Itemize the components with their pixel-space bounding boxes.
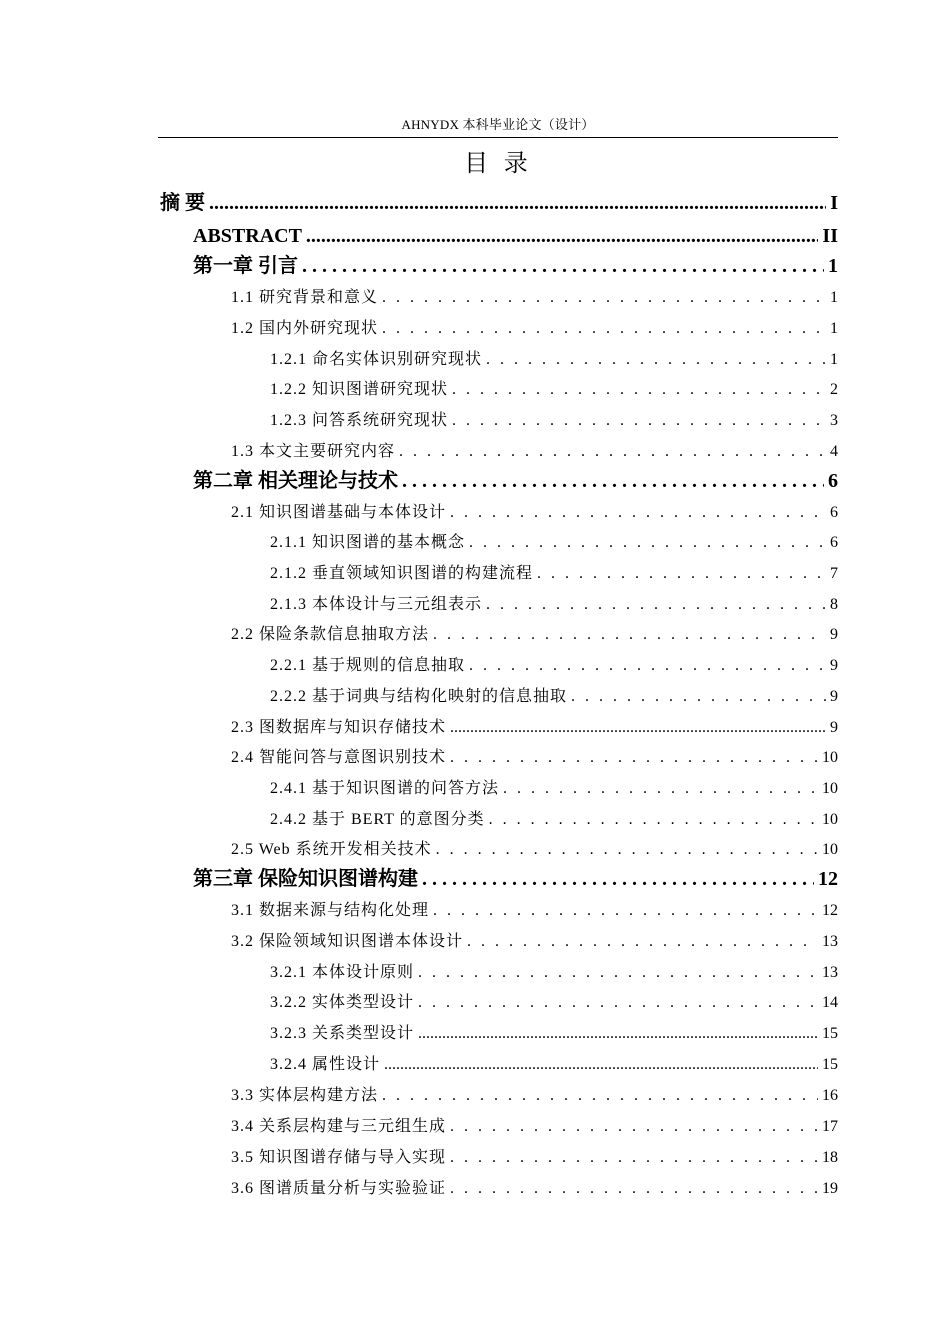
toc-entry-label: 1.3 本文主要研究内容 xyxy=(231,443,396,460)
toc-entry-page: 6 xyxy=(828,470,838,492)
toc-entry-label: 3.2.1 本体设计原则 xyxy=(270,964,415,981)
toc-entry[interactable] xyxy=(231,837,838,863)
toc-entry-label: 2.1.1 知识图谱的基本概念 xyxy=(270,534,466,551)
toc-entry-label: 2.2.1 基于规则的信息抽取 xyxy=(270,657,466,674)
dot-leader xyxy=(503,776,818,802)
toc-entry-page: 19 xyxy=(822,1180,838,1197)
toc-entry-label: 1.2 国内外研究现状 xyxy=(231,320,379,337)
dot-leader xyxy=(486,592,826,618)
toc-entry-label: 3.3 实体层构建方法 xyxy=(231,1087,379,1104)
toc-entry-page: 1 xyxy=(830,351,838,368)
dot-leader xyxy=(450,1176,818,1202)
dot-leader xyxy=(450,500,826,526)
toc-entry-label: 2.2 保险条款信息抽取方法 xyxy=(231,626,430,643)
dot-leader xyxy=(422,866,814,892)
toc-entry-page: 9 xyxy=(830,657,838,674)
toc-entry-label: 1.2.1 命名实体识别研究现状 xyxy=(270,351,483,368)
dot-leader xyxy=(452,377,826,403)
toc-entry[interactable] xyxy=(270,530,838,556)
toc-entry-label: 3.2.3 关系类型设计 xyxy=(270,1025,415,1042)
toc-entry-page: 2 xyxy=(830,381,838,398)
toc-entry-label: 第一章 引言 xyxy=(193,255,298,277)
dot-leader xyxy=(469,530,826,556)
toc-entry[interactable] xyxy=(270,1021,838,1047)
dot-leader xyxy=(402,468,824,494)
toc-entry[interactable] xyxy=(193,253,838,279)
toc-entry-label: 2.4 智能问答与意图识别技术 xyxy=(231,749,447,766)
toc-entry[interactable] xyxy=(160,190,838,216)
toc-entry-label: 摘 要 xyxy=(160,192,205,214)
toc-entry-page: 6 xyxy=(830,504,838,521)
toc-entry-page: 13 xyxy=(822,964,838,981)
toc-entry-page: 13 xyxy=(822,933,838,950)
toc-entry[interactable] xyxy=(231,745,838,771)
toc-entry[interactable] xyxy=(231,898,838,924)
toc-entry[interactable] xyxy=(270,347,838,373)
toc-entry[interactable] xyxy=(231,1145,838,1171)
dot-leader xyxy=(450,715,826,741)
toc-entry-page: 12 xyxy=(818,868,838,890)
toc-entry-page: 3 xyxy=(830,412,838,429)
toc-entry-page: II xyxy=(822,225,838,247)
dot-leader xyxy=(382,1083,818,1109)
dot-leader xyxy=(486,347,826,373)
toc-entry[interactable] xyxy=(231,439,838,465)
dot-leader xyxy=(433,622,826,648)
toc-entry[interactable] xyxy=(193,223,838,249)
header-rule xyxy=(158,137,838,138)
toc-entry-label: 2.5 Web 系统开发相关技术 xyxy=(231,841,432,858)
toc-entry-label: 1.2.2 知识图谱研究现状 xyxy=(270,381,449,398)
toc-title: 目 录 xyxy=(464,149,532,177)
toc-entry[interactable] xyxy=(270,990,838,1016)
toc-entry-label: 2.2.2 基于词典与结构化映射的信息抽取 xyxy=(270,688,568,705)
toc-entry[interactable] xyxy=(270,653,838,679)
toc-entry-label: 3.2 保险领域知识图谱本体设计 xyxy=(231,933,464,950)
toc-entry[interactable] xyxy=(193,866,838,892)
toc-entry-label: 3.2.2 实体类型设计 xyxy=(270,994,415,1011)
toc-entry[interactable] xyxy=(270,377,838,403)
toc-entry-page: 10 xyxy=(822,841,838,858)
toc-entry[interactable] xyxy=(270,592,838,618)
toc-entry-label: 1.2.3 问答系统研究现状 xyxy=(270,412,449,429)
toc-entry-page: 17 xyxy=(822,1118,838,1135)
toc-entry-page: 9 xyxy=(830,719,838,736)
toc-entry-page: 1 xyxy=(830,289,838,306)
running-header: AHNYDX 本科毕业论文（设计） xyxy=(401,117,595,132)
dot-leader xyxy=(209,190,826,216)
toc-entry[interactable] xyxy=(270,561,838,587)
toc-entry-page: 9 xyxy=(830,626,838,643)
toc-entry-label: 2.4.1 基于知识图谱的问答方法 xyxy=(270,780,500,797)
toc-entry[interactable] xyxy=(193,468,838,494)
dot-leader xyxy=(469,653,826,679)
toc-entry[interactable] xyxy=(231,1176,838,1202)
toc-entry[interactable] xyxy=(270,684,838,710)
toc-entry-label: 3.4 关系层构建与三元组生成 xyxy=(231,1118,447,1135)
toc-entry[interactable] xyxy=(270,960,838,986)
toc-entry-label: 3.1 数据来源与结构化处理 xyxy=(231,902,430,919)
dot-leader xyxy=(537,561,826,587)
toc-entry-page: 4 xyxy=(830,443,838,460)
toc-entry-label: 第三章 保险知识图谱构建 xyxy=(193,868,418,890)
toc-entry-page: 15 xyxy=(822,1025,838,1042)
dot-leader xyxy=(489,807,818,833)
dot-leader xyxy=(433,898,818,924)
dot-leader xyxy=(418,960,818,986)
dot-leader xyxy=(418,990,818,1016)
dot-leader xyxy=(418,1021,818,1047)
dot-leader xyxy=(467,929,818,955)
toc-entry[interactable] xyxy=(270,776,838,802)
toc-entry-page: 15 xyxy=(822,1056,838,1073)
toc-entry-label: 2.1.3 本体设计与三元组表示 xyxy=(270,596,483,613)
toc-entry[interactable] xyxy=(270,408,838,434)
toc-entry-page: 14 xyxy=(822,994,838,1011)
toc-entry[interactable] xyxy=(231,622,838,648)
toc-entry-page: 16 xyxy=(822,1087,838,1104)
toc-entry-page: 6 xyxy=(830,534,838,551)
toc-entry-label: 3.6 图谱质量分析与实验验证 xyxy=(231,1180,447,1197)
dot-leader xyxy=(452,408,826,434)
toc-entry[interactable] xyxy=(231,1083,838,1109)
toc-entry[interactable] xyxy=(231,500,838,526)
toc-entry[interactable] xyxy=(270,807,838,833)
toc-entry-page: 10 xyxy=(822,780,838,797)
toc-entry-label: 第二章 相关理论与技术 xyxy=(193,470,398,492)
toc-entry-label: 3.2.4 属性设计 xyxy=(270,1056,381,1073)
toc-entry[interactable] xyxy=(270,1052,838,1078)
toc-entry[interactable] xyxy=(231,929,838,955)
toc-entry-page: 18 xyxy=(822,1149,838,1166)
toc-entry-page: I xyxy=(830,192,838,214)
dot-leader xyxy=(450,745,818,771)
dot-leader xyxy=(436,837,818,863)
toc-entry-label: 3.5 知识图谱存储与导入实现 xyxy=(231,1149,447,1166)
toc-entry-label: 2.4.2 基于 BERT 的意图分类 xyxy=(270,811,485,828)
toc-entry-label: 2.3 图数据库与知识存储技术 xyxy=(231,719,447,736)
toc-entry-page: 10 xyxy=(822,811,838,828)
toc-entry-label: 2.1 知识图谱基础与本体设计 xyxy=(231,504,447,521)
dot-leader xyxy=(450,1145,818,1171)
toc-entry[interactable] xyxy=(231,316,838,342)
toc-entry-page: 8 xyxy=(830,596,838,613)
toc-entry-page: 1 xyxy=(830,320,838,337)
toc-entry-page: 7 xyxy=(830,565,838,582)
toc-entry-label: 2.1.2 垂直领域知识图谱的构建流程 xyxy=(270,565,534,582)
dot-leader xyxy=(382,285,826,311)
dot-leader xyxy=(571,684,826,710)
dot-leader xyxy=(306,223,819,249)
toc-entry-page: 1 xyxy=(828,255,838,277)
dot-leader xyxy=(399,439,826,465)
dot-leader xyxy=(302,253,824,279)
toc-entry-label: ABSTRACT xyxy=(193,225,302,247)
toc-entry[interactable] xyxy=(231,715,838,741)
toc-entry-page: 9 xyxy=(830,688,838,705)
dot-leader xyxy=(382,316,826,342)
dot-leader xyxy=(450,1114,818,1140)
toc-entry-page: 12 xyxy=(822,902,838,919)
toc-entry[interactable] xyxy=(231,1114,838,1140)
dot-leader xyxy=(384,1052,818,1078)
toc-entry-label: 1.1 研究背景和意义 xyxy=(231,289,379,306)
toc-entry-page: 10 xyxy=(822,749,838,766)
toc-entry[interactable] xyxy=(231,285,838,311)
